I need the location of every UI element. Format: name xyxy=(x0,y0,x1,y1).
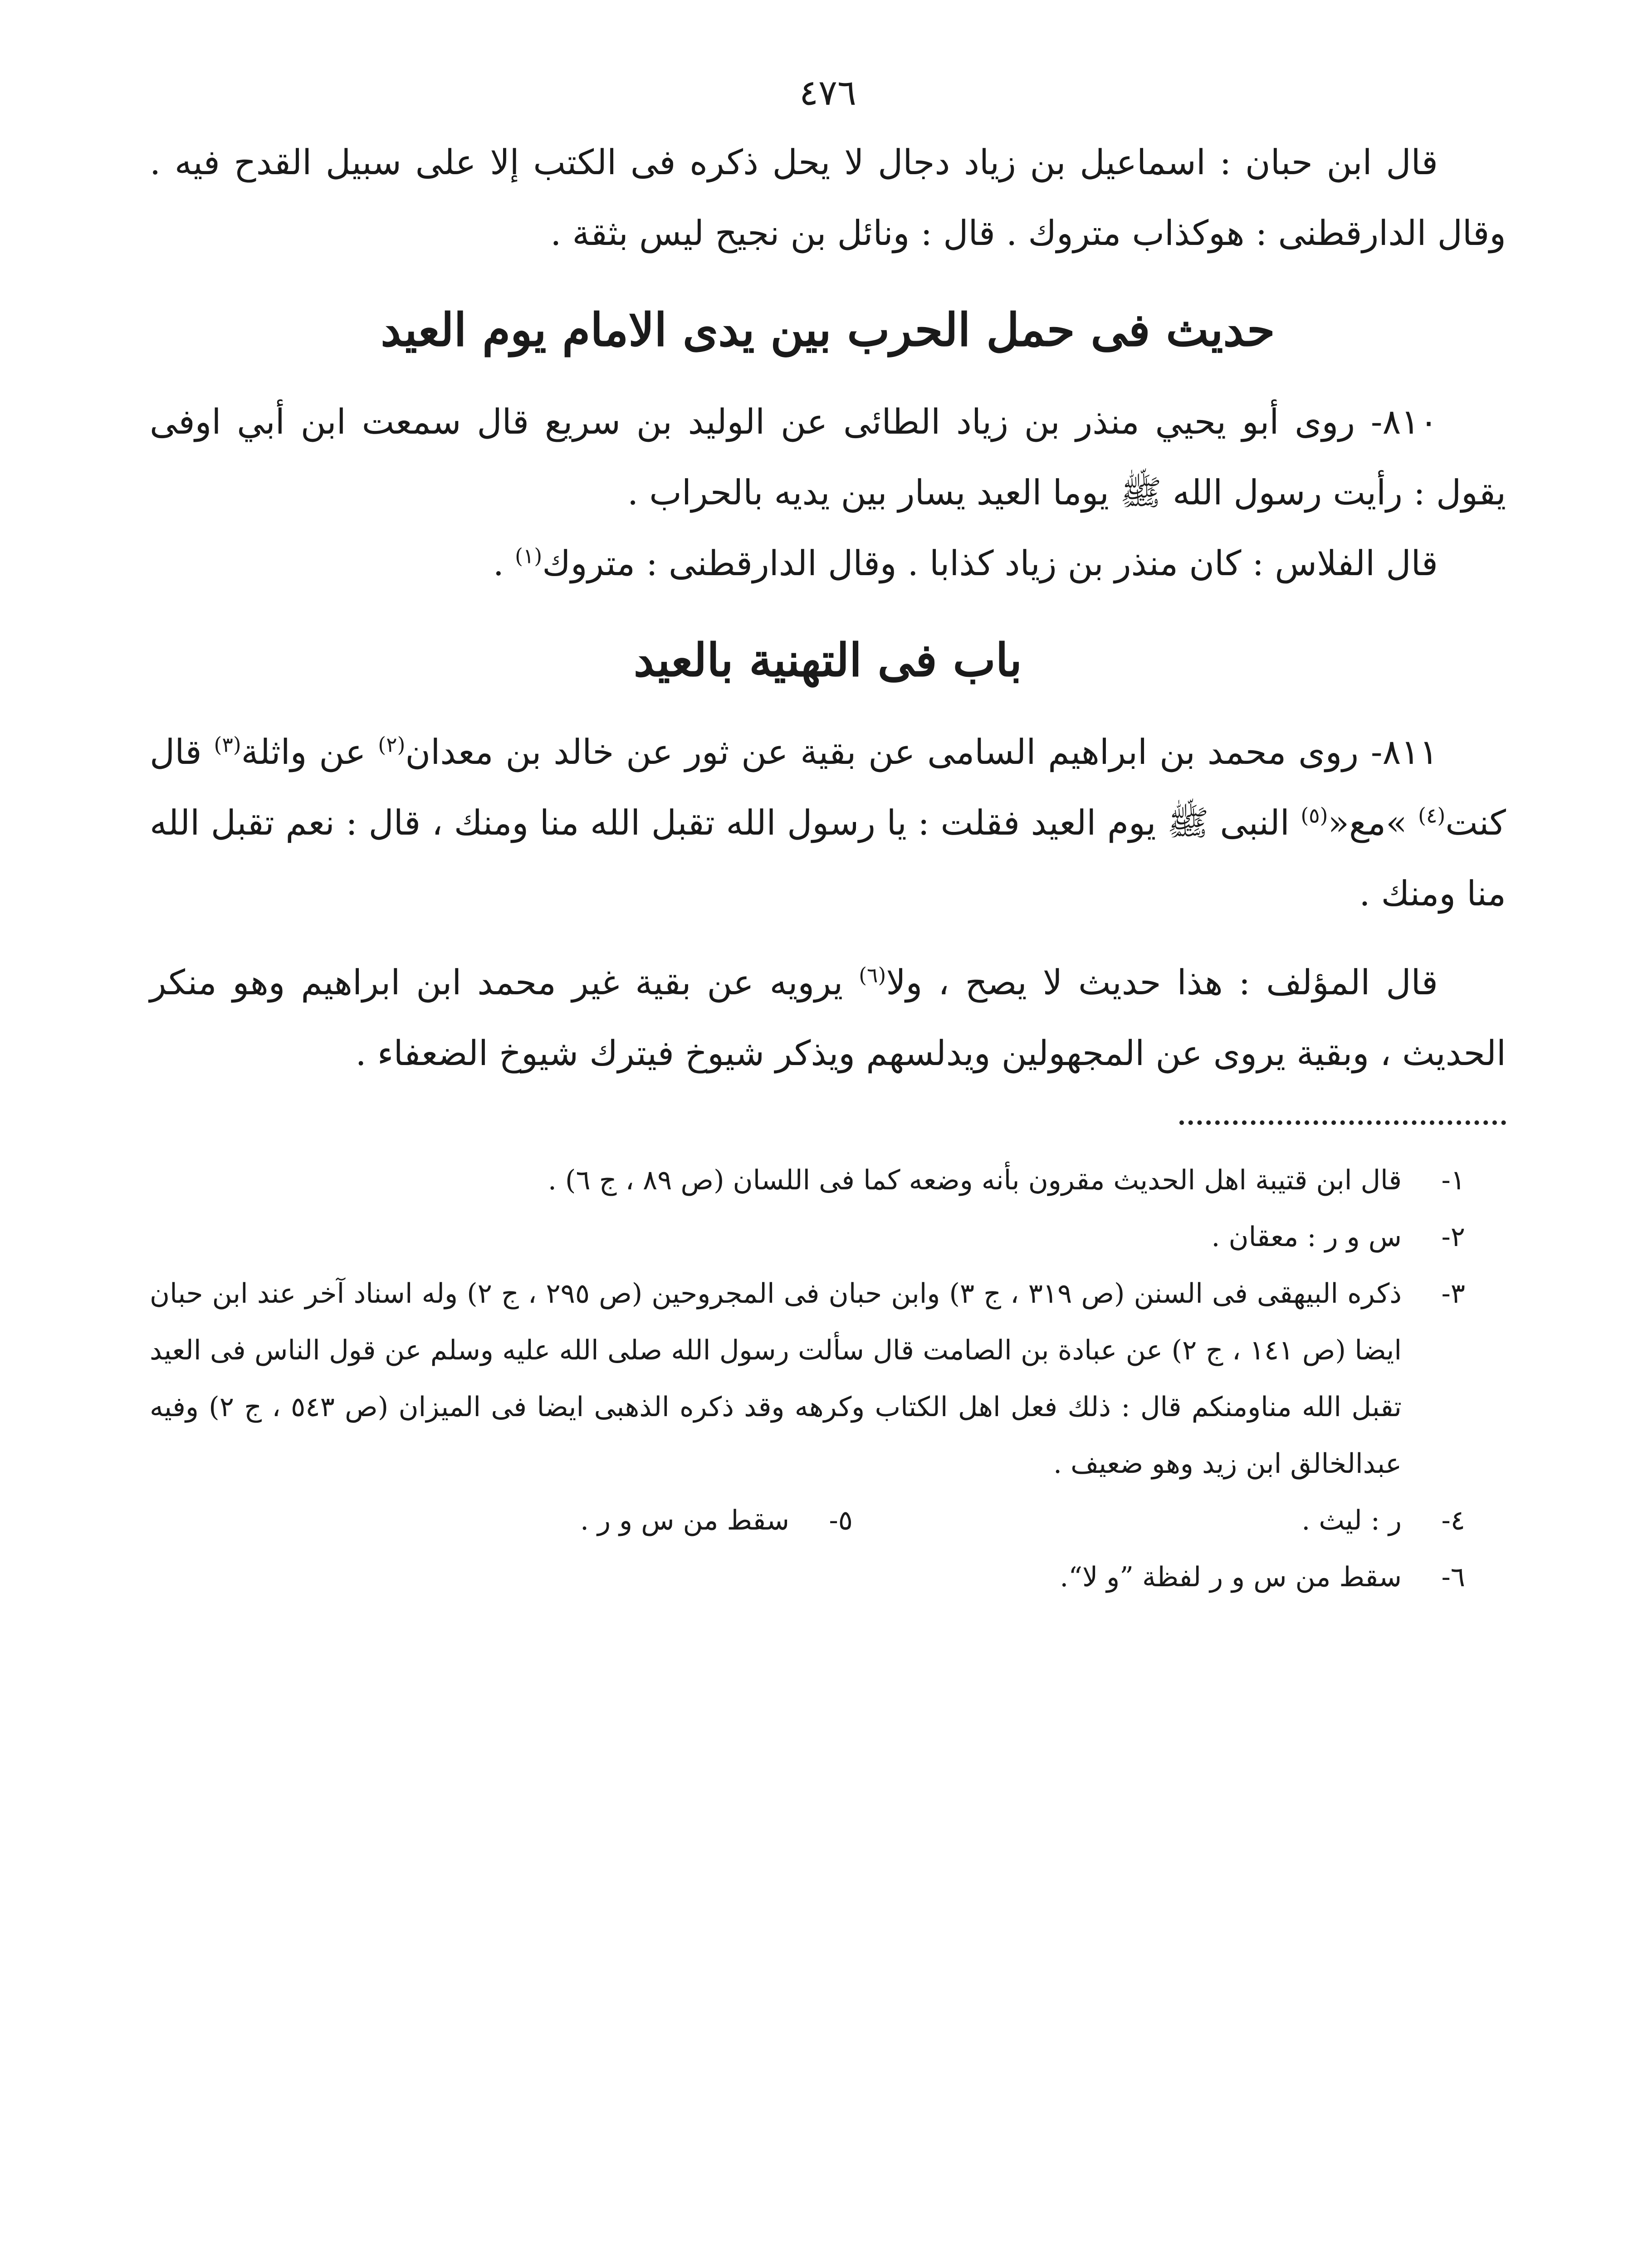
footnote-5 xyxy=(240,1492,853,1549)
footnote-ref-5: (٥) xyxy=(1301,803,1328,828)
footnote-number: ٥- xyxy=(829,1505,853,1536)
section-heading-tahniah: باب فى التهنية بالعيد xyxy=(633,633,1022,687)
footnote-ref-2: (٢) xyxy=(378,733,406,757)
document-page xyxy=(150,68,1506,2268)
footnote-ref-4: (٤) xyxy=(1418,803,1446,828)
hadith-811-part5: النبى ﷺ يوم العيد فقلت : يا رسول الله تقبل الله منا ومنك ، قال : نعم تقبل الله منا ومنك . xyxy=(150,802,1506,914)
footnote-number: ٢- xyxy=(1441,1221,1465,1253)
hadith-810: ٨١٠- روى أبو يحيي منذر بن زياد الطائى عن الوليد بن سريع قال سمعت ابن أبي اوفى يقول : رأيت رسول الله ﷺ يوما العيد يسار بين يديه بالحراب . xyxy=(150,401,1506,513)
fallas-comment xyxy=(150,528,1506,599)
hadith-811-part1: ٨١١- روى محمد بن ابراهيم السامى عن بقية عن ثور عن خالد بن معدان xyxy=(405,732,1438,772)
footnote-4 xyxy=(853,1492,1465,1549)
footnote-text: سقط من س و ر . xyxy=(580,1505,789,1536)
top-paragraph: قال ابن حبان : اسماعيل بن زياد دجال لا يحل ذكره فى الكتب إلا على سبيل القدح فيه . وقال الدارقطنى : هوكذاب متروك . قال : ونائل بن نجيح ليس بثقة . xyxy=(150,142,1506,253)
hadith-811-part4: »مع« xyxy=(1328,802,1418,843)
footnote-text: قال ابن قتيبة اهل الحديث مقرون بأنه وضعه كما فى اللسان (ص ٨٩ ، ج ٦) . xyxy=(548,1164,1402,1196)
footnote-text: س و ر : معقان . xyxy=(1211,1221,1402,1253)
hadith-811-part3: قال كنت xyxy=(150,732,1506,843)
hadith-811-part2: عن واثلة xyxy=(241,732,378,772)
author-comment-part1: قال المؤلف : هذا حديث لا يصح ، ولا xyxy=(886,962,1438,1002)
hadith-811 xyxy=(150,717,1506,929)
footnote-6 xyxy=(150,1549,1465,1606)
fallas-comment-text: قال الفلاس : كان منذر بن زياد كذابا . وقال الدارقطنى : متروك xyxy=(542,543,1438,583)
page-number: ٤٧٦ xyxy=(799,73,856,113)
footnote-1 xyxy=(150,1152,1465,1209)
footnote-number: ١- xyxy=(1441,1164,1465,1196)
footnote-2 xyxy=(150,1209,1465,1266)
footnote-3 xyxy=(150,1266,1465,1492)
footnote-separator xyxy=(1179,1120,1506,1125)
footnote-number: ٣- xyxy=(1441,1278,1465,1310)
footnote-ref-6: (٦) xyxy=(859,963,886,987)
footnote-ref-3: (٣) xyxy=(214,733,241,757)
fallas-comment-end: . xyxy=(493,543,515,583)
footnote-text: سقط من س و ر لفظة ”و لا“. xyxy=(1060,1561,1402,1593)
author-comment xyxy=(150,947,1506,1089)
footnote-ref-1: (١) xyxy=(515,544,543,568)
footnotes xyxy=(150,1152,1465,1606)
footnote-text: ذكره البيهقى فى السنن (ص ٣١٩ ، ج ٣) وابن حبان فى المجروحين (ص ٢٩٥ ، ج ٢) وله اسناد آخر عند ابن حبان ايضا (ص ١٤١ ، ج ٢) عن عبادة بن الصامت قال سألت رسول الله صلى الله عليه وسلم عن قول الناس فى العيد تقبل الله مناومنكم قال : ذلك فعل اهل الكتاب وكرهه وقد ذكره الذهبى ايضا فى الميزان (ص ٥٤٣ ، ج ٢) وفيه عبدالخالق ابن زيد وهو ضعيف . xyxy=(150,1278,1402,1480)
author-comment-part2: يرويه عن بقية غير محمد ابن ابراهيم وهو منكر الحديث ، وبقية يروى عن المجهولين ويدلسهم ويذكر شيوخ فيترك شيوخ الضعفاء . xyxy=(150,962,1506,1073)
footnote-number: ٦- xyxy=(1441,1561,1465,1593)
footnote-text: ر : ليث . xyxy=(1301,1505,1402,1536)
footnote-number: ٤- xyxy=(1441,1505,1465,1536)
footnote-row-4-5 xyxy=(150,1492,1465,1549)
section-heading-harb: حديث فى حمل الحرب بين يدى الامام يوم العيد xyxy=(381,303,1275,357)
